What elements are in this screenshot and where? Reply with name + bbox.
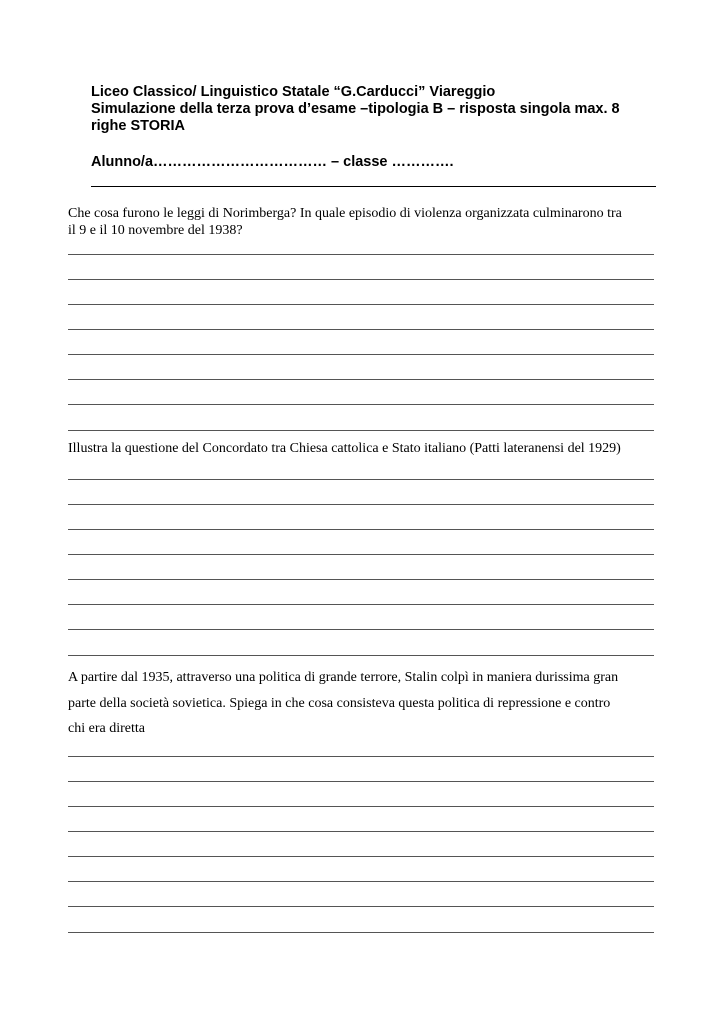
school-name: Liceo Classico/ Linguistico Statale “G.Carducci” Viareggio	[91, 84, 496, 100]
answer-line[interactable]	[68, 479, 654, 480]
answer-line[interactable]	[68, 504, 654, 505]
answer-line[interactable]	[68, 781, 654, 782]
exam-description-line-2: righe STORIA	[91, 118, 185, 134]
question-1-line-1: Che cosa furono le leggi di Norimberga? In quale episodio di violenza organizzata culminarono tra	[68, 206, 622, 221]
question-3-line-1: A partire dal 1935, attraverso una politica di grande terrore, Stalin colpì in maniera durissima gran	[68, 670, 619, 685]
answer-line[interactable]	[68, 404, 654, 405]
answer-line[interactable]	[68, 881, 654, 882]
answer-line[interactable]	[68, 806, 654, 807]
answer-line[interactable]	[68, 756, 654, 757]
answer-line[interactable]	[68, 831, 654, 832]
answer-line[interactable]	[68, 629, 654, 630]
answer-line[interactable]	[68, 329, 654, 330]
question-3-line-2: parte della società sovietica. Spiega in che cosa consisteva questa politica di repressione e contro	[68, 695, 611, 711]
answer-line[interactable]	[68, 529, 654, 530]
answer-line[interactable]	[68, 430, 654, 431]
answer-line[interactable]	[68, 379, 654, 380]
answer-line[interactable]	[68, 354, 654, 355]
answer-line[interactable]	[68, 554, 654, 555]
student-class-field: Alunno/a……………………………… – classe ………….	[91, 154, 454, 170]
answer-line[interactable]	[68, 932, 654, 933]
exam-description-line-1: Simulazione della terza prova d’esame –tipologia B – risposta singola max. 8	[91, 101, 620, 117]
answer-line[interactable]	[68, 279, 654, 280]
header-divider	[91, 186, 656, 187]
question-1-line-2: il 9 e il 10 novembre del 1938?	[68, 223, 243, 238]
answer-line[interactable]	[68, 579, 654, 580]
document-header	[91, 84, 656, 135]
answer-line[interactable]	[68, 254, 654, 255]
answer-line[interactable]	[68, 655, 654, 656]
answer-line[interactable]	[68, 604, 654, 605]
question-1	[68, 205, 658, 239]
answer-line[interactable]	[68, 856, 654, 857]
answer-line[interactable]	[68, 906, 654, 907]
question-2-line-1: Illustra la questione del Concordato tra Chiesa cattolica e Stato italiano (Patti lateranensi del 1929)	[68, 441, 621, 456]
question-3	[68, 665, 658, 742]
answer-line[interactable]	[68, 304, 654, 305]
question-3-line-3: chi era diretta	[68, 721, 145, 736]
question-2	[68, 440, 658, 457]
